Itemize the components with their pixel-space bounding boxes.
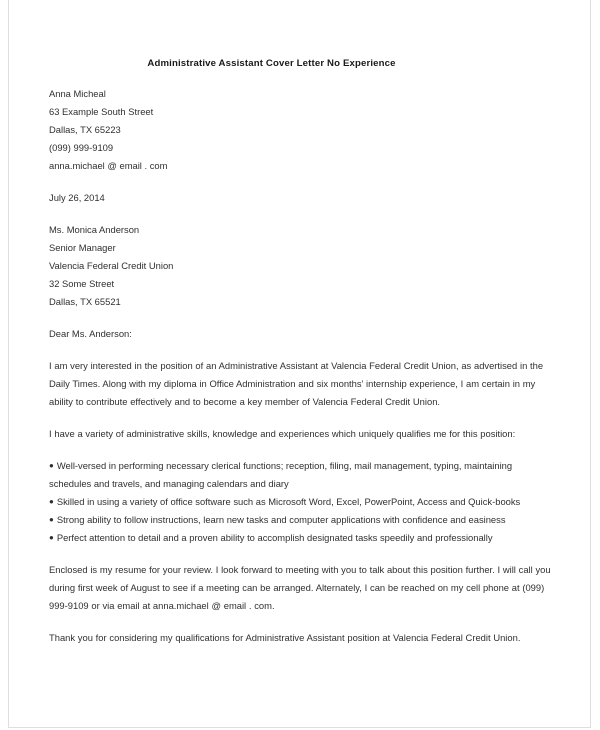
document-page bbox=[8, 0, 591, 728]
letter-date: July 26, 2014 bbox=[49, 192, 105, 203]
sender-email: anna.michael @ email . com bbox=[49, 160, 168, 171]
spacer-after-salutation bbox=[49, 343, 550, 357]
recipient-address-block bbox=[49, 221, 550, 311]
spacer-after-recipient bbox=[49, 311, 550, 325]
document-body bbox=[9, 0, 590, 647]
recipient-organization: Valencia Federal Credit Union bbox=[49, 260, 174, 271]
paragraph-closing: Enclosed is my resume for your review. I look forward to meeting with you to talk about this position further. I will call you during first week of August to see if a meeting can be arranged. Alternately, I can be reached on my cell phone at (099) 999-9109 or via email at anna.michael @ email . com. bbox=[49, 564, 551, 611]
bullet-icon: ● bbox=[49, 497, 54, 506]
sender-street: 63 Example South Street bbox=[49, 106, 154, 117]
salutation: Dear Ms. Anderson: bbox=[49, 328, 132, 339]
recipient-job-title: Senior Manager bbox=[49, 242, 116, 253]
sender-city-state-zip: Dallas, TX 65223 bbox=[49, 124, 121, 135]
paragraph-skills-lead: I have a variety of administrative skills, knowledge and experiences which uniquely qualifies me for this position: bbox=[49, 428, 516, 439]
bullet-icon: ● bbox=[49, 461, 54, 470]
skills-bullet-list bbox=[49, 457, 553, 547]
recipient-street: 32 Some Street bbox=[49, 278, 115, 289]
list-item bbox=[49, 493, 553, 511]
recipient-city-state-zip: Dallas, TX 65521 bbox=[49, 296, 121, 307]
paragraph-thanks: Thank you for considering my qualifications for Administrative Assistant position at Valencia Federal Credit Union. bbox=[49, 632, 521, 643]
list-item-text: Skilled in using a variety of office software such as Microsoft Word, Excel, PowerPoint, Access and Quick-books bbox=[56, 496, 521, 507]
spacer-after-sender bbox=[49, 175, 550, 189]
bullet-icon: ● bbox=[49, 533, 54, 542]
list-item-text: Strong ability to follow instructions, learn new tasks and computer applications with confidence and easiness bbox=[56, 514, 506, 525]
sender-name: Anna Micheal bbox=[49, 88, 106, 99]
spacer-after-date bbox=[49, 207, 550, 221]
sender-phone: (099) 999-9109 bbox=[49, 142, 114, 153]
sender-address-block bbox=[49, 85, 550, 175]
page-title: Administrative Assistant Cover Letter No Experience bbox=[147, 58, 396, 69]
list-item bbox=[49, 457, 553, 493]
list-item bbox=[49, 529, 553, 547]
paragraph-intro: I am very interested in the position of an Administrative Assistant at Valencia Federal Credit Union, as advertised in the Daily Times. Along with my diploma in Office Administration and six months’ internship experience, I am certain in my ability to contribute effectively and to become a key member of Valencia Federal Credit Union. bbox=[49, 360, 544, 407]
list-item-text: Perfect attention to detail and a proven ability to accomplish designated tasks speedily and professionally bbox=[56, 532, 493, 543]
recipient-name: Ms. Monica Anderson bbox=[49, 224, 140, 235]
list-item bbox=[49, 511, 553, 529]
bullet-icon: ● bbox=[49, 515, 54, 524]
list-item-text: Well-versed in performing necessary clerical functions; reception, filing, mail management, typing, maintaining schedules and travels, and managing calendars and diary bbox=[49, 460, 513, 489]
